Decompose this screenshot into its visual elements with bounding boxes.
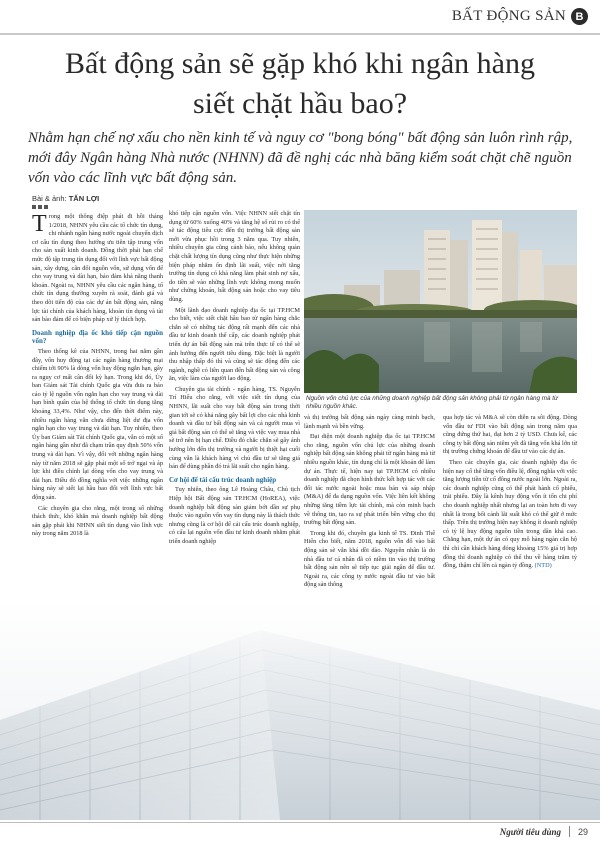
byline-dots [32, 205, 48, 209]
paragraph: Trong một thông điệp phát đi hồi tháng 1/2018, NHNN yêu cầu các tổ chức tín dụng, chi nhánh ngân hàng nước ngoài chuyển dịch cơ cấu tín dụng theo hướng ưu tiên tập trung vốn cho sản xuất kinh doanh. Đồng thời phải hạn chế mức độ tập trung tín dụng đối với lĩnh vực bất động sản, xây dựng, cân đối nguồn vốn, sử dụng vốn để cho vay trung và dài hạn, bảo đảm khả năng thanh khoản. Ngoài ra, NHNN yêu cầu các ngân hàng, tổ chức tín dụng thường xuyên rà soát, đánh giá và theo dõi tiến độ của các dự án bất động sản, năng lực tài chính của khách hàng, khoản tín dụng và tài sản bảo đảm để có biện pháp xử lý thích hợp. [32, 211, 163, 324]
byline [32, 194, 99, 203]
photo-caption: Nguồn vốn chủ lực của những doanh nghiệp bất động sản không phải từ ngân hàng mà từ nhiều nguồn khác. [306, 395, 558, 410]
article-photo [304, 210, 577, 393]
page-number: 29 [577, 826, 588, 837]
article-column-2 [169, 210, 300, 549]
header-rule [0, 33, 600, 35]
article-column-1 [32, 213, 163, 541]
paragraph: Theo các chuyên gia, các doanh nghiệp địa ốc hiện nay cố thể tăng vốn điều lệ, đồng nghĩa với việc tăng lượng tiền từ cổ đông nước ngoài lớn. Ngoài ra, các doanh nghiệp cũng có thể phát hành cổ phiếu, trái phiếu. Đây là kênh huy động vốn ít tốn chi phí cho doanh nghiệp nhất nhưng lại an toàn hơn đi vay nhất là trong bối cảnh lãi suất khó có thể giữ ở mức thấp. Trên thị trường hiện nay không ít doanh nghiệp có tỷ lệ huy động nguồn tiền trong dân khá cao. Chẳng hạn, một dự án có quy mô hàng ngàn căn hộ thì chỉ cần khách hàng đóng khoảng 15% giá trị hợp đồng thì doanh nghiệp có thể thu về hàng trăm tỷ đồng, thậm chí lên cả ngàn tỷ đồng. (NTD) [443, 458, 577, 570]
section-name: BẤT ĐỘNG SẢN [451, 8, 566, 24]
article-title [0, 44, 600, 124]
river-buildings-photo [304, 210, 577, 393]
byline-prefix: Bài & ảnh: [32, 194, 69, 203]
article-column-3 [304, 414, 435, 592]
paragraph: Theo thống kê của NHNN, trong hai năm gần đây, vốn huy động tại các ngân hàng thương mại chiếm tới 90% là dòng vốn huy động ngắn hạn, gây ra nguy cơ mất cân đối kỳ hạn. Trong khi đó, Ủy ban Giám sát Tài chính Quốc gia vừa đưa ra báo cáo tỷ lệ nguồn vốn ngắn hạn cho vay trung và dài hạn bình quân của hệ thống tổ chức tín dụng tăng khoảng 33,4%. Như vậy, cho đến thời điểm này, nhiều ngân hàng vẫn chưa dừng liệt dư địa vốn ngắn hạn cho vay trung và dài hạn. Tuy nhiên, theo Ủy ban Giám sát Tài chính Quốc gia, vẫn có một số ngân hàng gần như đã chạm trần quy định 50% vốn trung và dài hạn. Vì vậy, đối với những ngân hàng này từ năm 2018 sẽ gặp phải một số trở ngại và áp lực khi điều chỉnh lại dòng vốn cho vay trung và dài hạn. Điều đó đồng nghĩa với việc những ngân hàng này sẽ siết lại hầu bao đối với lĩnh vực bất động sản. [32, 347, 163, 501]
glass-building-illustration [0, 600, 600, 820]
paragraph: qua hợp tác và M&A sẽ còn diễn ra sôi động. Dòng vốn đầu tư FDI vào bất động sản trong năm qua cũng đứng thứ hai, đạt hơn 2 tỷ USD. Chưa kể, các công ty bất động sản niêm yết đã tăng vốn khá lớn từ thị trường chứng khoán để đầu tư vào các dự án. [443, 414, 577, 456]
footer-separator [569, 826, 570, 837]
subheading: Doanh nghiệp địa ốc khó tiếp cận nguồn vốn? [32, 328, 163, 346]
paragraph: Trong khi đó, chuyên gia kinh tế TS. Đinh Thế Hiển cho biết, năm 2018, nguồn vốn đổ vào bất động sản sẽ vẫn khá dồi dào. Nguyên nhân là do nhà đầu tư cá nhân đã có niềm tin vào thị trường bất động sản nên sẽ tiếp tục giải ngân để đầu tư. Ngoài ra, các công ty nước ngoài đầu tư vào bất động sản thông [304, 529, 435, 589]
paragraph: khó tiếp cận nguồn vốn. Việc NHNN siết chặt tín dụng từ 60% xuống 40% và tăng hệ số rủi ro có thể sẽ tác động tiêu cực đến thị trường bất động sản mới vừa phục hồi trong 3 năm qua. Tuy nhiên, nhiều chuyên gia cũng cảnh báo, nếu không quản chặt chất lượng tín dụng cũng như thực hiện những biện pháp nhằm ổn định lãi suất, việc nới tăng trưởng tín dụng có khả năng làm phát sinh nợ xấu, do tiền sẽ vào những lĩnh vực không mong muốn như chứng khoán, bất động sản hoặc cho vay tiêu dùng. [169, 210, 300, 303]
footer-brand: Người tiêu dùng [499, 826, 561, 837]
article-column-4 [443, 414, 577, 573]
drop-cap: T [32, 211, 47, 237]
bottom-building-image [0, 600, 600, 820]
paragraph: Tuy nhiên, theo ông Lê Hoàng Châu, Chủ tịch Hiệp hội Bất động sản TP.HCM (HoREA), việc doanh nghiệp bất động sản giảm bớt dần sự phụ thuộc vào nguồn vốn vay tín dụng này là thách thức nhưng cũng là cơ hội để cải cấu trúc doanh nghiệp, có cấu lại nguồn vốn đầu tư kinh doanh nhằm phát triển doanh nghiệp [169, 486, 300, 545]
title-line-2: siết chặt hầu bao? [192, 87, 408, 120]
paragraph: Một lãnh đạo doanh nghiệp địa ốc tại TP.HCM cho biết, việc siết chặt hầu bao từ ngân hàng chắc chắn sẽ có những tác động rất mạnh đến các nhà đầu tư kinh doanh thế cấp, các doanh nghiệp phát triển dự án bất động sản mà trên thực tế có thể sẽ ảnh hưởng đến người tiêu dùng. Đặc biệt là người thu nhập thấp đó thì và cũng sẽ tác động đến các ngành, nghề có liên quan đến bất động sản và công ăn, việc làm của người lao động. [169, 306, 300, 383]
section-badge: B [571, 8, 588, 25]
section-header [452, 8, 588, 25]
byline-author: TẤN LỢI [68, 194, 100, 203]
end-mark: (NTD) [534, 562, 552, 570]
article-lede: Nhằm hạn chế nợ xấu cho nền kinh tế và nguy cơ "bong bóng" bất động sản luôn rình rập, mới đây Ngân hàng Nhà nước (NHNN) đã đề nghị các nhà băng kiểm soát chặt chẽ nguồn vốn vào các lĩnh vực bất động sản. [28, 130, 573, 186]
page-footer [500, 826, 588, 837]
subheading: Cơ hội để tái cấu trúc doanh nghiệp [169, 475, 277, 484]
paragraph: Các chuyên gia cho rằng, một trong số những thách thức, khó khăn mà doanh nghiệp bất động sản gặp phải khi NHNN siết tín dụng vào lĩnh vực này trong năm 2018 là [32, 504, 163, 538]
paragraph: Chuyên gia tài chính - ngân hàng, TS. Nguyễn Trí Hiếu cho rằng, với việc siết tín dụng của NHNN, lãi suất cho vay bất động sản trong thời gian tới sẽ có khả năng gây bất lợi cho các nhà kinh doanh và đầu tư bất động sản và cả người mua vì giá bất động sản có thể sẽ tăng và việc vay mua nhà sẽ trở nên bị hạn chế. Điều đó chắc chắn sẽ gây ảnh hưởng lớn đến thị trường và người bị thiệt hại cuối cùng vẫn là khách hàng vì chủ đầu tư sẽ tăng giá bán để dùng phần đó trả lãi suất cho ngân hàng. [169, 385, 300, 471]
footer-rule [0, 822, 600, 823]
title-line-1: Bất động sản sẽ gặp khó khi ngân hàng [65, 47, 535, 80]
paragraph: và thị trường bất động sản ngày càng minh bạch, lành mạnh và bền vững. [304, 414, 435, 430]
paragraph: Đại diện một doanh nghiệp địa ốc tại TP.HCM cho rằng, nguồn vốn chủ lực của những doanh nghiệp bất động sản không phải từ ngân hàng mà từ nhiều nguồn khác, tín dụng chỉ là một khoản để làm dự án. Thực tế, hiện nay tại TP.HCM có nhiều doanh nghiệp đã chọn hình thức kết hợp tác với các đối tác nước ngoài hoặc mua bán và sáp nhập (M&A) để đa dạng nguồn vốn. Việc liên kết không những tăng tiềm lực tài chính, mà còn minh bạch về thông tin, tạo ra sự phát triển bền vững cho thị trường bất động sản. [304, 433, 435, 527]
